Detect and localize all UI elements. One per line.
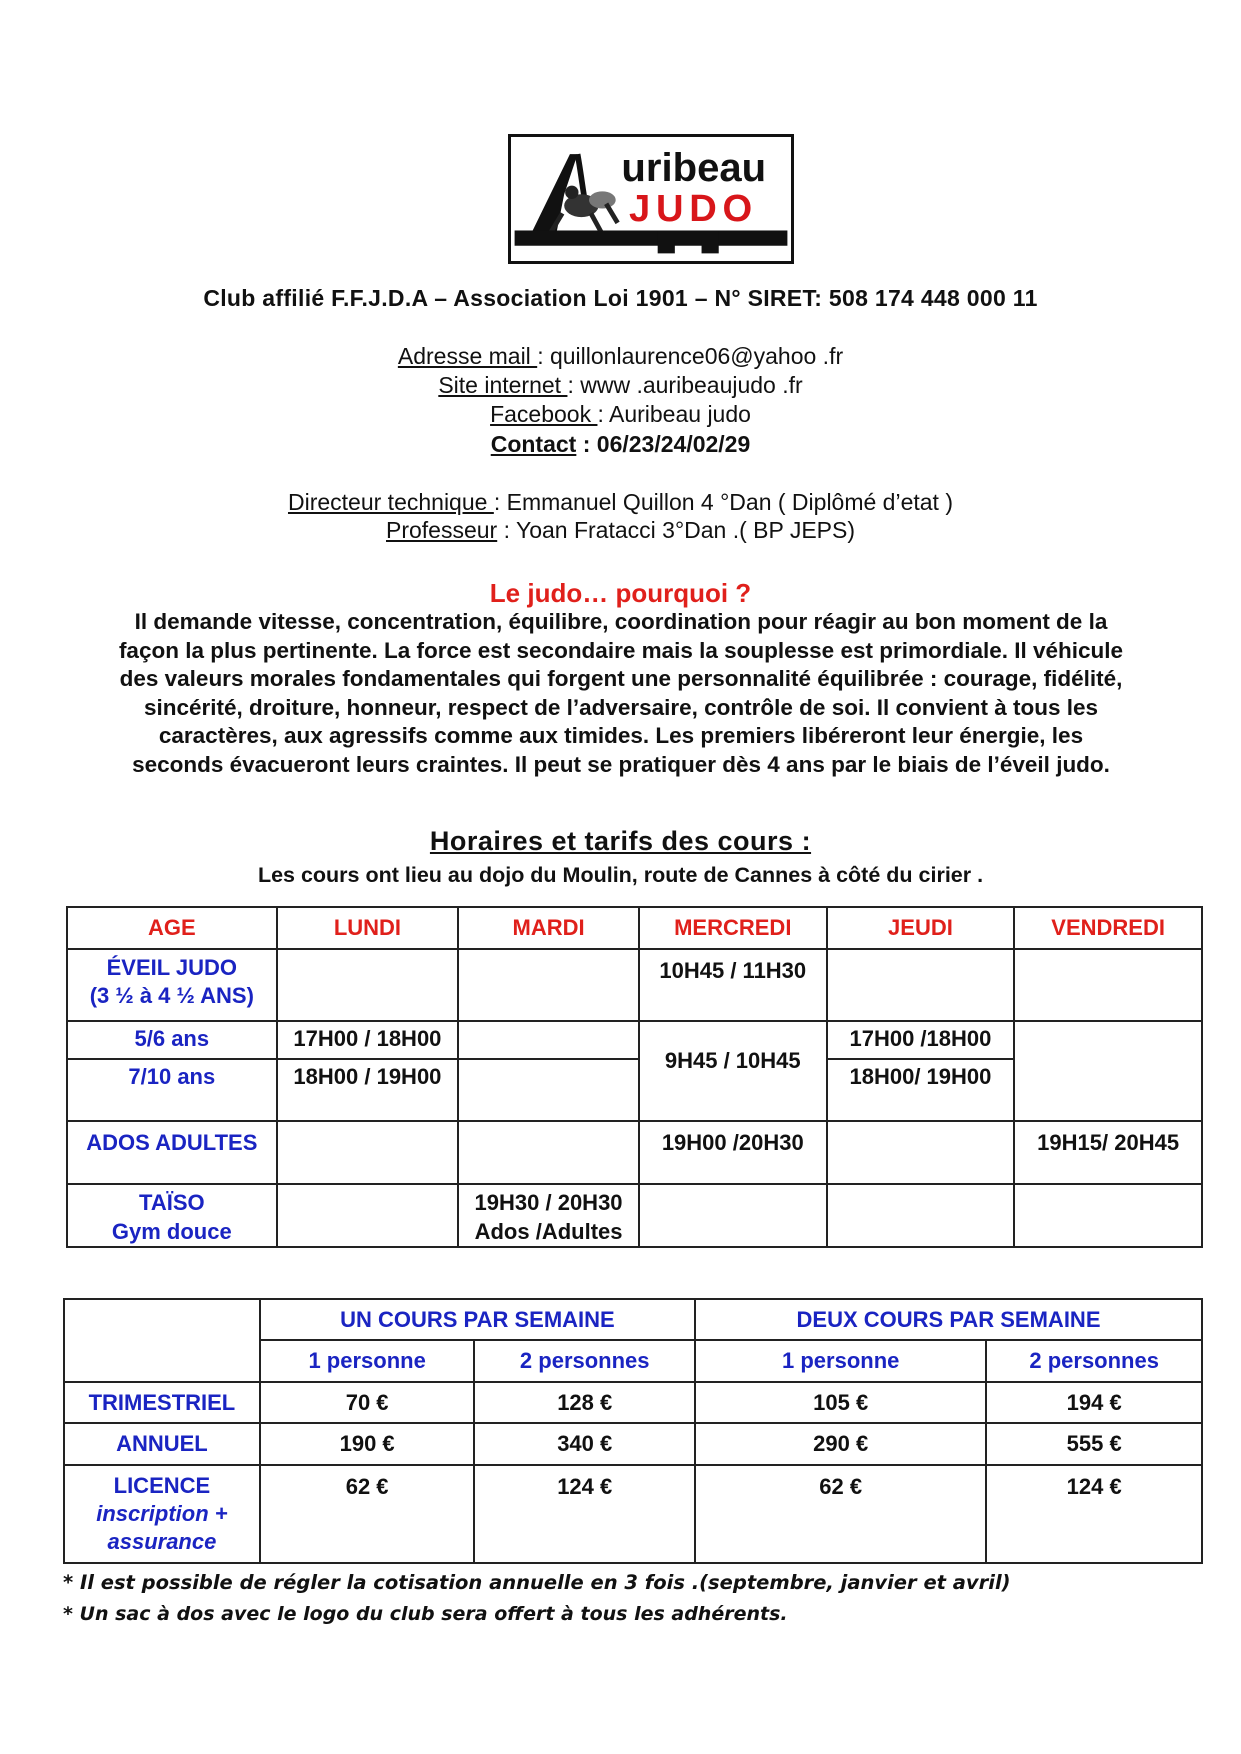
price-cell: 340 € [474, 1423, 695, 1465]
why-line: des valeurs morales fondamentales qui forgent une personnalité équilibrée : courage, fidélité, [119, 666, 1123, 691]
cell-empty [277, 1184, 459, 1247]
logo-text-top: uribeau [621, 145, 767, 190]
professor-line [0, 517, 1241, 544]
header-mardi: MARDI [458, 907, 639, 949]
professor-label: Professeur [386, 517, 498, 543]
facebook-line [0, 401, 1241, 428]
why-line: seconds évacueront leurs craintes. Il peut se pratiquer dès 4 ans par le biais de l’éveil judo. [132, 751, 1110, 777]
sub-header: 2 personnes [986, 1340, 1202, 1382]
cell-7-10-lundi: 18H00 / 19H00 [277, 1059, 459, 1121]
tarifs-group-row [64, 1299, 1202, 1340]
judoka-logo-graphic [511, 137, 791, 261]
price-cell: 62 € [260, 1465, 475, 1563]
cell-empty [64, 1299, 260, 1382]
price-cell: 128 € [474, 1382, 695, 1423]
contact-value: : 06/23/24/02/29 [576, 431, 751, 457]
note-backpack: * Un sac à dos avec le logo du club sera offert à tous les adhérents. [63, 1603, 788, 1625]
cell-empty [277, 949, 459, 1021]
contact-line [0, 431, 1241, 458]
director-line [0, 489, 1241, 516]
cell-empty [1014, 1184, 1202, 1247]
sub-header: 1 personne [695, 1340, 986, 1382]
price-cell: 194 € [986, 1382, 1202, 1423]
price-cell: 190 € [260, 1423, 475, 1465]
row-eveil [67, 949, 1202, 1021]
why-line: Il demande vitesse, concentration, équilibre, coordination pour réagir au bon moment de la [134, 609, 1108, 634]
club-affiliation-line: Club affilié F.F.J.D.A – Association Loi 1901 – N° SIRET: 508 174 448 000 11 [203, 285, 1038, 311]
mail-label: Adresse mail [397, 343, 538, 369]
taiso-mardi-line2: Ados /Adultes [474, 1219, 623, 1244]
site-line [0, 372, 1241, 399]
label-trimestriel: TRIMESTRIEL [64, 1382, 260, 1423]
licence-line3: assurance [107, 1529, 217, 1554]
taiso-mardi-line1: 19H30 / 20H30 [474, 1190, 623, 1215]
row-taiso [67, 1184, 1202, 1247]
group-two-courses: DEUX COURS PAR SEMAINE [695, 1299, 1202, 1340]
licence-line2: inscription + [96, 1501, 228, 1526]
row-annuel [64, 1423, 1202, 1465]
logo-text-bottom: JUDO [629, 186, 758, 230]
header-vendredi: VENDREDI [1014, 907, 1202, 949]
cell-ados-mercredi: 19H00 /20H30 [639, 1121, 827, 1184]
sub-header: 1 personne [260, 1340, 475, 1382]
cell-eveil-mercredi: 10H45 / 11H30 [639, 949, 827, 1021]
age-7-10: 7/10 ans [67, 1059, 277, 1121]
cell-empty [1014, 949, 1202, 1021]
director-label: Directeur technique [287, 489, 494, 515]
cell-empty [827, 1121, 1015, 1184]
price-cell: 124 € [474, 1465, 695, 1563]
mail-line [0, 343, 1241, 370]
row-5-6 [67, 1021, 1202, 1059]
price-cell: 124 € [986, 1465, 1202, 1563]
price-cell: 105 € [695, 1382, 986, 1423]
header-jeudi: JEUDI [827, 907, 1015, 949]
row-trimestriel [64, 1382, 1202, 1423]
cell-empty [827, 1184, 1015, 1247]
cell-7-10-jeudi: 18H00/ 19H00 [827, 1059, 1015, 1121]
schedule-header-row [67, 907, 1202, 949]
age-taiso-line1: TAÏSO [139, 1190, 205, 1215]
schedule-table [66, 906, 1203, 1248]
schedule-title: Horaires et tarifs des cours : [429, 826, 812, 856]
contact-label: Contact [490, 431, 577, 457]
facebook-value: : Auribeau judo [597, 401, 751, 427]
why-line: sincérité, droiture, honneur, respect de l’adversaire, contrôle de soi. Il convient à tous les [143, 694, 1099, 720]
price-cell: 555 € [986, 1423, 1202, 1465]
row-licence [64, 1465, 1202, 1563]
professor-value: : Yoan Fratacci 3°Dan .( BP JEPS) [497, 517, 855, 543]
price-cell: 62 € [695, 1465, 986, 1563]
cell-ados-vendredi: 19H15/ 20H45 [1014, 1121, 1202, 1184]
price-cell: 70 € [260, 1382, 475, 1423]
club-logo [508, 134, 794, 264]
age-ados: ADOS ADULTES [67, 1121, 277, 1184]
header-mercredi: MERCREDI [639, 907, 827, 949]
site-value: : www .auribeaujudo .fr [567, 372, 803, 398]
age-eveil [67, 949, 277, 1021]
age-eveil-line2: (3 ½ à 4 ½ ANS) [89, 983, 254, 1008]
mail-value: : quillonlaurence06@yahoo .fr [537, 343, 844, 369]
age-taiso [67, 1184, 277, 1247]
cell-empty [827, 949, 1015, 1021]
sub-header: 2 personnes [474, 1340, 695, 1382]
cell-empty [458, 949, 639, 1021]
age-taiso-line2: Gym douce [111, 1219, 232, 1244]
cell-5-6-lundi: 17H00 / 18H00 [277, 1021, 459, 1059]
why-line: caractères, aux agressifs comme aux timides. Les premiers libéreront leur énergie, les [158, 723, 1084, 748]
cell-empty [1014, 1021, 1202, 1121]
cell-empty [458, 1021, 639, 1059]
director-value: : Emmanuel Quillon 4 °Dan ( Diplômé d’etat ) [493, 489, 953, 515]
age-5-6: 5/6 ans [67, 1021, 277, 1059]
header-age: AGE [67, 907, 277, 949]
licence-line1: LICENCE [113, 1473, 211, 1498]
tarifs-table [63, 1298, 1203, 1564]
cell-taiso-mardi [458, 1184, 639, 1247]
age-eveil-line1: ÉVEIL JUDO [106, 955, 238, 980]
header-lundi: LUNDI [277, 907, 459, 949]
cell-empty [458, 1121, 639, 1184]
cell-empty [277, 1121, 459, 1184]
cell-empty [639, 1184, 827, 1247]
cell-5-6-jeudi: 17H00 /18H00 [827, 1021, 1015, 1059]
schedule-subtitle: Les cours ont lieu au dojo du Moulin, route de Cannes à côté du cirier . [257, 863, 984, 887]
cell-empty [458, 1059, 639, 1121]
group-one-course: UN COURS PAR SEMAINE [260, 1299, 695, 1340]
why-paragraph [60, 608, 1182, 779]
why-line: façon la plus pertinente. La force est secondaire mais la souplesse est primordiale. Il véhicule [118, 637, 1124, 663]
price-cell: 290 € [695, 1423, 986, 1465]
site-label: Site internet [438, 372, 568, 398]
row-ados [67, 1121, 1202, 1184]
label-licence [64, 1465, 260, 1563]
cell-kids-mercredi: 9H45 / 10H45 [639, 1021, 827, 1121]
label-annuel: ANNUEL [64, 1423, 260, 1465]
why-title: Le judo… pourquoi ? [489, 578, 752, 608]
facebook-label: Facebook [490, 401, 598, 427]
note-payment: * Il est possible de régler la cotisation annuelle en 3 fois .(septembre, janvier et avril) [63, 1571, 1011, 1594]
